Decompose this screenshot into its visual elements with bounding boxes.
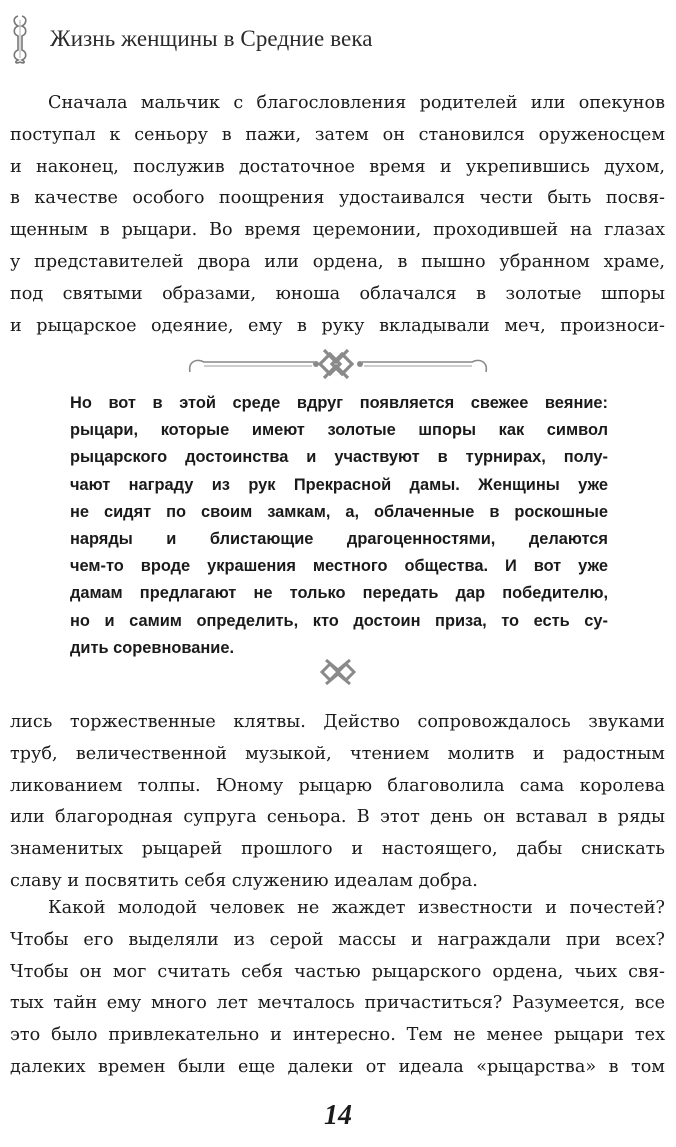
quote-line: чают награду из рук Прекрасной дамы. Женщины уже (70, 475, 608, 494)
quote-line: дамам предлагают не только передать дар победителю, (70, 584, 608, 603)
paragraph-line: Какой молодой человек не жаждет известности и почестей? (48, 898, 665, 918)
paragraph-line: у представителей двора или ордена, в пышно убранном храме, (10, 251, 665, 272)
quote-line: рыцарского достоинства и участвуют в турнирах, полу- (70, 448, 608, 467)
paragraph-3 (10, 893, 665, 1084)
page-number: 14 (324, 1100, 352, 1131)
paragraph-line: лись торжественные клятвы. Действо сопровождалось звуками (10, 712, 665, 732)
quote-line: рыцари, которые имеют золотые шпоры как символ (70, 421, 608, 440)
paragraph-line: Сначала мальчик с благословления родителей или опекунов (48, 93, 665, 113)
quote-line: наряды и блистающие драгоценностями, делаются (70, 529, 608, 548)
running-header (10, 14, 373, 64)
paragraph-line: и рыцарское одеяние, ему в руку вкладывали меч, произноси- (10, 315, 665, 336)
paragraph-line: Чтобы его выделяли из серой массы и награждали при всех? (10, 929, 665, 950)
quote-line: но и самим определить, кто достоин приза, то есть су- (70, 611, 608, 630)
quote-line: не сидят по своим замкам, а, облаченные в роскошные (70, 502, 608, 521)
paragraph-line: поступал к сеньору в пажи, затем он становился оруженосцем (10, 124, 665, 145)
paragraph-line: Чтобы он мог считать себя частью рыцарского ордена, чьих свя- (10, 961, 665, 982)
paragraph-line: тых тайн ему много лет мечталось причаститься? Разумеется, все (10, 993, 665, 1014)
paragraph-line: под святыми образами, юноша облачался в золотые шпоры (10, 283, 665, 304)
paragraph-line: славу и посвятить себя служению идеалам добра. (10, 870, 478, 891)
paragraph-line: труб, величественной музыкой, чтением молитв и радостным (10, 743, 665, 764)
paragraph-line: и наконец, послужив достаточное время и укрепившись духом, (10, 156, 665, 177)
bracket-ornament-icon (10, 14, 36, 64)
paragraph-2 (10, 707, 665, 898)
header-title: Жизнь женщины в Средние века (50, 26, 373, 51)
highlighted-quote (70, 390, 608, 662)
quote-line: Но вот в этой среде вдруг появляется свежее веяние: (70, 394, 608, 412)
quote-line: чем-то вроде украшения местного общества. И вот уже (70, 557, 608, 576)
paragraph-line: ликованием толпы. Юному рыцарю благоволила сама королева (10, 775, 665, 796)
paragraph-line: или благородная супруга сеньора. В этот день он вставал в ряды (10, 807, 665, 828)
quote-line: дить соревнование. (70, 638, 235, 657)
paragraph-1 (10, 88, 665, 342)
bottom-knot-ornament-icon (316, 656, 360, 688)
top-flourish-ornament-icon (186, 340, 490, 380)
paragraph-line: щенным в рыцари. Во время церемонии, проходившей на глазах (10, 220, 665, 241)
paragraph-line: это было привлекательно и интересно. Тем не менее рыцари тех (10, 1025, 665, 1046)
paragraph-line: далеких времен были еще далеки от идеала «рыцарства» в том (10, 1056, 665, 1077)
paragraph-line: в качестве особого поощрения удостаивался чести быть посвя- (10, 188, 665, 209)
paragraph-line: знаменитых рыцарей прошлого и настоящего, дабы снискать (10, 839, 665, 860)
